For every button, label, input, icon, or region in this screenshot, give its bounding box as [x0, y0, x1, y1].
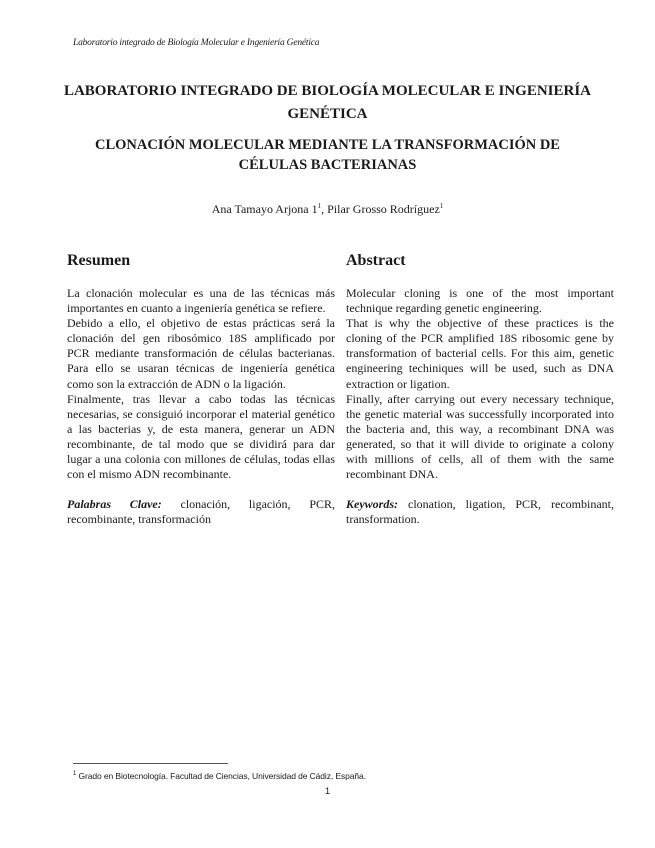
- author-2-affiliation: 1: [439, 202, 444, 210]
- resumen-paragraph-2: Debido a ello, el objetivo de estas prácticas será la clonación del gen ribosómico 18S amplificado por PCR mediante transformación de células bacterianas. Para ello se usaran técnicas de ingeniería genética como son la extracción de ADN o la ligación.: [67, 316, 335, 391]
- abstract-section: [346, 250, 614, 527]
- author-1: Ana Tamayo Arjona 1: [211, 202, 318, 216]
- resumen-keywords: [67, 497, 335, 527]
- resumen-keywords-label: Palabras Clave:: [67, 497, 162, 512]
- resumen-section: [67, 250, 335, 527]
- running-header: Laboratorio integrado de Biología Molecular e Ingeniería Genética: [73, 38, 320, 48]
- abstract-paragraph-2: That is why the objective of these practices is the cloning of the PCR amplified 18S ribosomic gene by transformation of bacterial cells. For this aim, genetic engineering techiniques will be used, such as DNA extraction or ligation.: [346, 316, 614, 391]
- footnote-text: Grado en Biotecnología. Facultad de Ciencias, Universidad de Cádiz, España.: [76, 771, 366, 781]
- resumen-paragraph-1: La clonación molecular es una de las técnicas más importantes en cuanto a ingeniería genética se refiere.: [67, 286, 335, 316]
- resumen-paragraph-3: Finalmente, tras llevar a cabo todas las técnicas necesarias, se consiguió incorporar el material genético a las bacterias y, de esta manera, generar un ADN recombinante, de tal modo que se dividirá para dar lugar a una colonia con millones de células, todas ellas con el mismo ADN recombinante.: [67, 391, 335, 482]
- footnote: [73, 771, 366, 781]
- footnote-divider: [73, 763, 228, 764]
- abstract-paragraph-1: Molecular cloning is one of the most important technique regarding genetic engineering.: [346, 286, 614, 316]
- author-2: Pilar Grosso Rodríguez: [327, 202, 440, 216]
- author-1-affiliation: 1: [317, 202, 322, 210]
- resumen-heading: Resumen: [67, 252, 131, 269]
- abstract-paragraph-3: Finally, after carrying out every necessary technique, the genetic material was successfully incorporated into the bacteria and, this way, a recombinant DNA was generated, so that it will divide to originate a colony with millions of cells, all of them with the same recombinant DNA.: [346, 391, 614, 482]
- resumen-keywords-list: clonación, ligación, PCR, recombinante, transformación: [67, 497, 335, 527]
- subtitle-line-1: CLONACIÓN MOLECULAR MEDIANTE LA TRANSFORMACIÓN DE: [95, 137, 560, 153]
- abstract-keywords-list: clonation, ligation, PCR, recombinant, transformation.: [346, 497, 614, 527]
- title-block: [40, 80, 615, 175]
- author-separator: ,: [321, 202, 328, 216]
- footnote-marker: 1: [73, 771, 77, 778]
- abstract-keywords: [346, 497, 614, 527]
- abstract-keywords-label: Keywords:: [346, 497, 398, 512]
- paper-title: LABORATORIO INTEGRADO DE BIOLOGÍA MOLECULAR E INGENIERÍA GENÉTICA: [63, 83, 592, 122]
- author-list: [0, 202, 655, 217]
- subtitle-line-2: CÉLULAS BACTERIANAS: [238, 157, 417, 173]
- paper-subtitle: [40, 135, 615, 175]
- page-number: 1: [324, 786, 331, 797]
- abstract-heading: Abstract: [346, 252, 406, 269]
